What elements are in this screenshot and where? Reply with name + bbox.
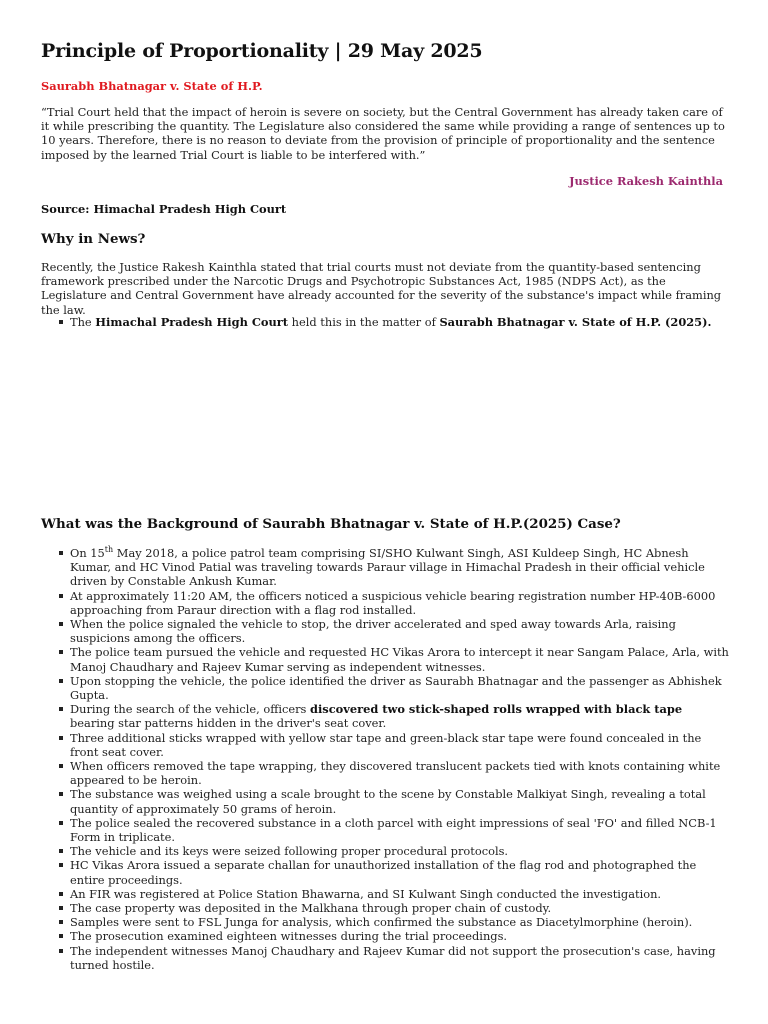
list-item: An FIR was registered at Police Station Bhawarna, and SI Kulwant Singh conducted the investigation. [41, 887, 729, 901]
background-list [41, 546, 729, 972]
list-item: The police team pursued the vehicle and requested HC Vikas Arora to intercept it near Sangam Palace, Arla, with Manoj Chaudhary and Rajeev Kumar serving as independent witnesses. [41, 645, 729, 673]
text-fragment: On 15 [70, 546, 105, 560]
case-name: Saurabh Bhatnagar v. State of H.P. [41, 79, 263, 93]
background-heading: What was the Background of Saurabh Bhatnagar v. State of H.P.(2025) Case? [41, 516, 621, 532]
list-item [41, 702, 729, 730]
list-item: At approximately 11:20 AM, the officers noticed a suspicious vehicle bearing registration number HP-40B-6000 approaching from Paraur direction with a flag rod installed. [41, 589, 729, 617]
case-citation: Saurabh Bhatnagar v. State of H.P. (2025). [439, 315, 712, 329]
list-item [41, 546, 729, 589]
list-item: The independent witnesses Manoj Chaudhary and Rajeev Kumar did not support the prosecution's case, having turned hostile. [41, 944, 729, 972]
ordinal-suffix: th [104, 545, 114, 555]
court-name: Himachal Pradesh High Court [95, 315, 289, 329]
list-item: Three additional sticks wrapped with yellow star tape and green-black star tape were found concealed in the front seat cover. [41, 731, 729, 759]
list-item: The case property was deposited in the Malkhana through proper chain of custody. [41, 901, 729, 915]
list-item: The police sealed the recovered substance in a cloth parcel with eight impressions of seal 'FO' and filled NCB-1 Form in triplicate. [41, 816, 729, 844]
list-item: HC Vikas Arora issued a separate challan for unauthorized installation of the flag rod and photographed the entire proceedings. [41, 858, 729, 886]
why-in-news-paragraph: Recently, the Justice Rakesh Kainthla stated that trial courts must not deviate from the quantity-based sentencing framework prescribed under the Narcotic Drugs and Psychotropic Substances Act, 1985 (NDPS Act), as the Legislature and Central Government have already accounted for the severity of the substance's impact while framing the law. [41, 260, 722, 317]
list-item: The vehicle and its keys were seized following proper procedural protocols. [41, 844, 729, 858]
source-line: Source: Himachal Pradesh High Court [41, 202, 287, 216]
text-fragment: During the search of the vehicle, officers [70, 702, 310, 717]
text-fragment: May 2018, a police patrol team comprising SI/SHO Kulwant Singh, ASI Kuldeep Singh, HC Abnesh Kumar, and HC Vinod Patial was traveling towards Paraur village in Himachal Pradesh in their official vehicle driven by Constable Ankush Kumar. [70, 546, 705, 589]
judgment-quote: “Trial Court held that the impact of heroin is severe on society, but the Central Government has already taken care of it while prescribing the quantity. The Legislature also considered the same while providing a range of sentences up to 10 years. Therefore, there is no reason to deviate from the provision of principle of proportionality and the sentence imposed by the learned Trial Court is liable to be interfered with.” [41, 105, 725, 162]
text-fragment: The [70, 315, 96, 329]
judge-name: Justice Rakesh Kainthla [569, 174, 723, 188]
list-item: Upon stopping the vehicle, the police identified the driver as Saurabh Bhatnagar and the passenger as Abhishek Gupta. [41, 674, 729, 702]
list-item: When officers removed the tape wrapping, they discovered translucent packets tied with knots containing white appeared to be heroin. [41, 759, 729, 787]
text-fragment: held this in the matter of [288, 315, 440, 329]
list-item: The substance was weighed using a scale brought to the scene by Constable Malkiyat Singh, revealing a total quantity of approximately 50 grams of heroin. [41, 787, 729, 815]
why-in-news-list [41, 315, 729, 329]
why-in-news-heading: Why in News? [41, 231, 146, 247]
list-item: The prosecution examined eighteen witnesses during the trial proceedings. [41, 929, 729, 943]
list-item [41, 315, 729, 329]
page-title: Principle of Proportionality | 29 May 2025 [41, 40, 483, 62]
list-item: Samples were sent to FSL Junga for analysis, which confirmed the substance as Diacetylmorphine (heroin). [41, 915, 729, 929]
text-fragment: bearing star patterns hidden in the driver's seat cover. [70, 716, 387, 731]
list-item: When the police signaled the vehicle to stop, the driver accelerated and sped away towards Arla, raising suspicions among the officers. [41, 617, 729, 645]
highlighted-finding: discovered two stick-shaped rolls wrapped with black tape [310, 702, 683, 717]
